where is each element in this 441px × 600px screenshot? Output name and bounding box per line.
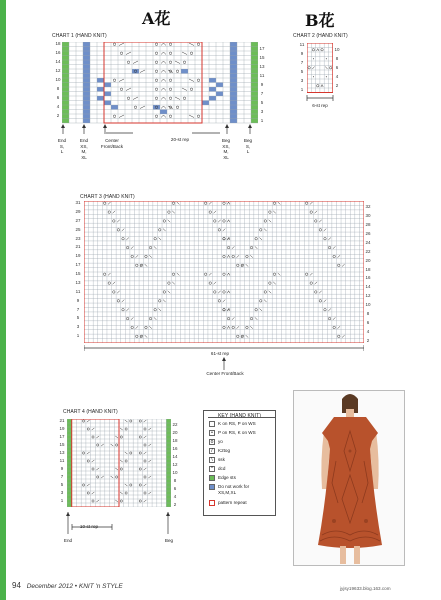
row-number: 19	[75, 253, 81, 259]
row-number: 2	[56, 113, 60, 118]
row-number: 25	[75, 226, 81, 232]
row-number: 6	[366, 319, 370, 325]
key-item-label: yo	[218, 439, 223, 444]
key-item	[209, 439, 223, 445]
chart4-end-label: End	[63, 538, 73, 543]
chart1-beg-sl: Beg S, L	[243, 138, 253, 155]
row-number: 17	[259, 45, 265, 51]
row-number: 10	[172, 470, 178, 475]
red-square-icon	[209, 500, 215, 506]
footer-page	[12, 581, 123, 590]
key-item	[209, 421, 256, 427]
dress-image	[294, 391, 406, 567]
key-item-label: pattern repeat	[218, 500, 247, 505]
row-number: 22	[172, 422, 178, 427]
key-item-label: K2tog	[218, 448, 231, 453]
key-item-label: Do not work for XS,M,XL	[218, 484, 250, 495]
row-number: 19	[59, 426, 65, 431]
row-number: 3	[60, 490, 64, 495]
row-number: 28	[365, 222, 371, 228]
row-number: 11	[259, 72, 265, 78]
key-item	[209, 430, 256, 436]
key-item-label: K on RS, P on WS	[218, 421, 256, 426]
row-number: 10	[365, 302, 371, 308]
blank-square-icon	[209, 421, 215, 427]
chart4-grid	[67, 419, 171, 507]
row-number: 2	[173, 502, 177, 507]
row-number: 7	[260, 90, 264, 96]
green-square-icon	[209, 475, 215, 481]
row-number: 5	[76, 315, 80, 321]
chart1-rep-label: 20-st rep	[170, 137, 190, 142]
row-number: 13	[59, 450, 65, 455]
row-number: 20	[365, 257, 371, 263]
row-number: 5	[60, 482, 64, 487]
key-item-label: Edge sts	[218, 475, 236, 480]
row-number: 11	[299, 42, 305, 47]
row-number: 16	[365, 275, 371, 281]
key-box	[203, 410, 276, 516]
row-number: 5	[260, 99, 264, 105]
row-number: 24	[365, 239, 371, 245]
arrow-up-square-icon: ^	[210, 466, 214, 472]
row-number: 9	[300, 51, 304, 56]
row-number: 10	[334, 46, 340, 52]
row-number: 15	[59, 442, 65, 447]
row-number: 31	[75, 200, 81, 205]
row-number: 6	[56, 95, 60, 100]
row-number: 8	[56, 86, 60, 91]
row-number: 27	[75, 217, 81, 223]
handwritten-a-label: A花	[142, 9, 171, 28]
key-item	[209, 475, 236, 481]
row-number: 30	[365, 213, 371, 219]
row-number: 4	[56, 104, 60, 109]
chart1-grid	[62, 42, 258, 124]
row-number: 22	[365, 248, 371, 254]
row-number: 21	[75, 244, 81, 250]
chart3-rep-bracket	[84, 344, 364, 372]
chart1-title: CHART 1 (HAND KNIT)	[52, 33, 107, 39]
row-number: 1	[60, 498, 64, 503]
key-item-label: dcd	[218, 466, 226, 471]
row-number: 26	[365, 231, 371, 237]
key-item	[209, 448, 230, 454]
chart3-grid	[84, 201, 364, 343]
chart1-end-sl: End S, L	[57, 138, 67, 155]
row-number: 16	[172, 446, 178, 451]
row-number: 3	[76, 324, 80, 330]
chart1-beg-xsmxl: Beg XS, M, XL	[221, 138, 231, 161]
row-number: 4	[173, 494, 177, 499]
chart3-rep-label: 61-st rep	[210, 351, 230, 356]
row-number: 14	[172, 454, 178, 459]
circle-square-icon: o	[210, 439, 214, 445]
row-number: 1	[260, 117, 264, 123]
row-number: 9	[60, 466, 64, 471]
row-number: 8	[173, 478, 177, 483]
issue-text: December 2012 • KNIT 'n STYLE	[26, 583, 123, 590]
row-number: 3	[260, 108, 264, 114]
row-number: 12	[172, 462, 178, 467]
chart1-end-xsmxl: End XS, M, XL	[79, 138, 89, 161]
row-number: 7	[300, 60, 304, 65]
row-number: 6	[173, 486, 177, 491]
left-slant-square-icon: \	[209, 457, 215, 463]
row-number: 11	[75, 288, 81, 294]
row-number: 3	[300, 78, 304, 83]
row-number: 7	[60, 474, 64, 479]
blue-square-icon	[209, 484, 215, 490]
dress-photo	[293, 390, 405, 566]
key-title: KEY (HAND KNIT)	[217, 413, 262, 419]
row-number: 1	[76, 333, 80, 339]
row-number: 12	[365, 293, 371, 299]
handwritten-b-label: B花	[305, 11, 335, 30]
row-number: 14	[365, 284, 371, 290]
row-number: 13	[75, 279, 81, 285]
row-number: 32	[365, 204, 371, 210]
row-number: 8	[366, 310, 370, 316]
row-number: 23	[75, 235, 81, 241]
chart4-title: CHART 4 (HAND KNIT)	[63, 409, 118, 415]
row-number: 16	[55, 50, 61, 55]
row-number: 21	[59, 418, 65, 423]
chart2-grid	[307, 43, 333, 93]
row-number: 4	[335, 73, 339, 79]
row-number: 9	[260, 81, 264, 87]
chart4-rep-label: 10-st rep	[79, 524, 99, 529]
chart1-center: Center Front/Back	[100, 138, 124, 149]
chart4-markers	[66, 508, 174, 538]
page-number: 94	[12, 581, 21, 590]
key-item	[209, 484, 249, 495]
key-item	[209, 457, 225, 463]
chart4-beg-label: Beg	[164, 538, 174, 543]
row-number: 13	[259, 63, 265, 69]
chart3-center-label: Center Front/Back	[206, 371, 244, 376]
row-number: 11	[59, 458, 65, 463]
row-number: 17	[75, 262, 81, 268]
row-number: 14	[55, 59, 61, 64]
right-slant-square-icon: /	[209, 448, 215, 454]
row-number: 4	[366, 328, 370, 334]
row-number: 7	[76, 306, 80, 312]
row-number: 18	[55, 41, 61, 46]
row-number: 18	[365, 266, 371, 272]
dot-square-icon: •	[209, 430, 215, 436]
row-number: 18	[172, 438, 178, 443]
row-number: 29	[75, 208, 81, 214]
row-number: 17	[59, 434, 65, 439]
row-number: 15	[75, 271, 81, 276]
row-number: 9	[76, 297, 80, 303]
row-number: 12	[55, 68, 61, 73]
row-number: 6	[335, 64, 339, 70]
row-number: 10	[55, 77, 61, 82]
row-number: 8	[335, 55, 339, 61]
chart1-markers	[60, 124, 260, 138]
chart3-title: CHART 3 (HAND KNIT)	[80, 194, 135, 200]
row-number: 1	[300, 87, 304, 92]
watermark: jyjsy19633.blog.163.com	[340, 586, 391, 591]
green-page-edge	[0, 0, 6, 600]
key-item-label: P on RS, K on WS	[218, 430, 256, 435]
row-number: 15	[259, 54, 265, 60]
key-item	[209, 500, 247, 506]
row-number: 20	[172, 430, 178, 435]
chart2-title: CHART 2 (HAND KNIT)	[293, 33, 348, 39]
row-number: 2	[335, 82, 339, 88]
chart2-rep-label: 6-st rep	[312, 103, 328, 108]
row-number: 5	[300, 69, 304, 74]
key-item	[209, 466, 225, 472]
key-item-label: ssk	[218, 457, 225, 462]
row-number: 2	[366, 337, 370, 343]
